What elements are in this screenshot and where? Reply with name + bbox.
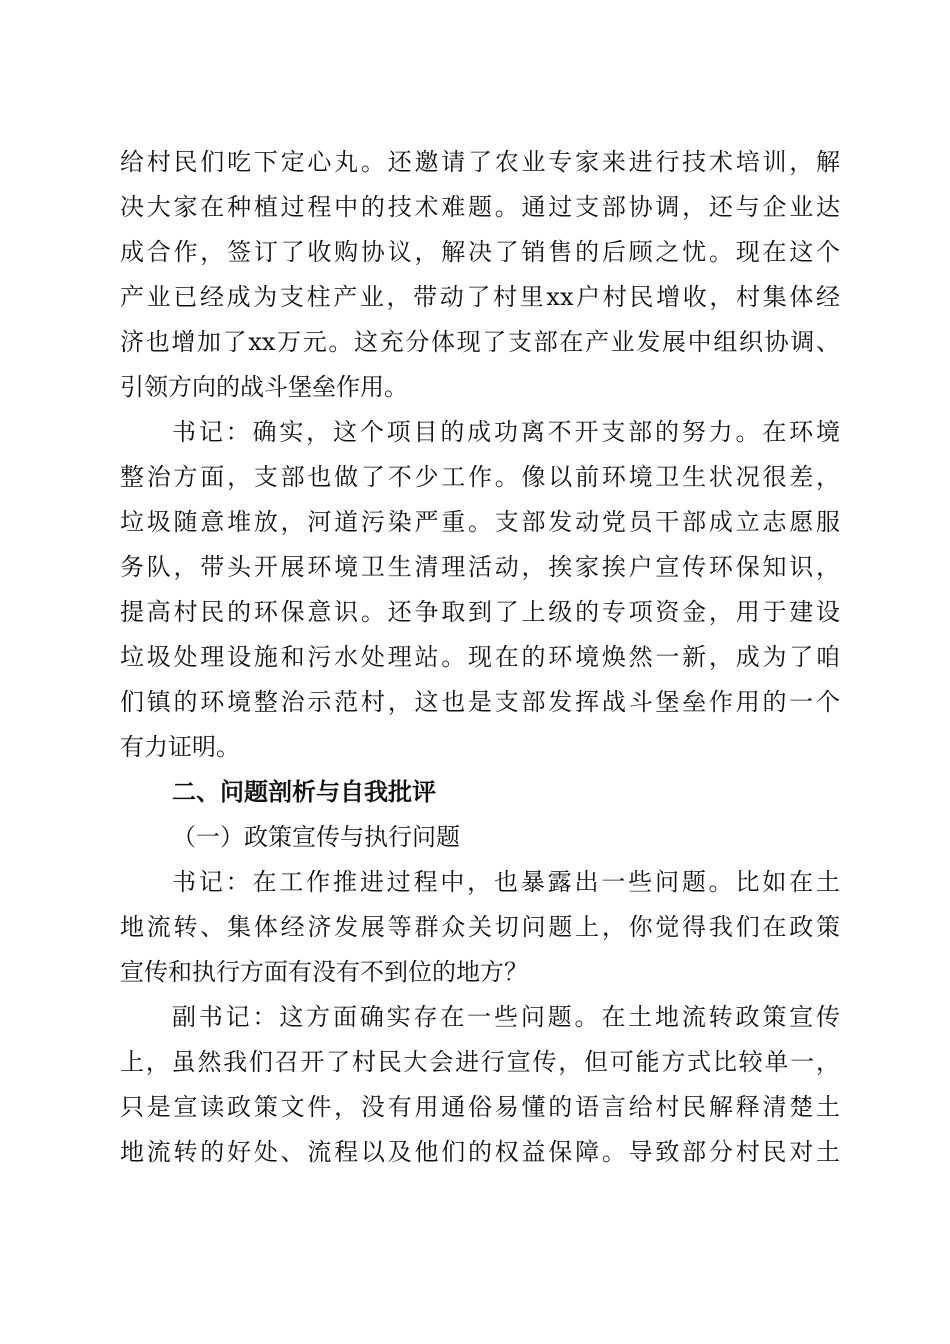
text-line: 书记：在工作推进过程中，也暴露出一些问题。比如在土: [172, 868, 840, 896]
paragraph-environment: [120, 410, 840, 770]
text-line: 们镇的环境整治示范村，这也是支部发挥战斗堡垒作用的一个: [120, 688, 840, 716]
text-line: 提高村民的环保意识。还争取到了上级的专项资金，用于建设: [120, 598, 840, 626]
section-heading: 二、问题剖析与自我批评: [172, 778, 436, 806]
text-line: 副书记：这方面确实存在一些问题。在土地流转政策宣传: [172, 1003, 840, 1031]
text-line: 务队，带头开展环境卫生清理活动，挨家挨户宣传环保知识，: [120, 553, 840, 581]
document-body: [120, 140, 840, 1175]
text-line: 引领方向的战斗堡垒作用。: [120, 373, 408, 401]
text-line: 产业已经成为支柱产业，带动了村里xx户村民增收，村集体经: [120, 283, 840, 311]
text-line: 有力证明。: [120, 733, 240, 761]
text-line: 垃圾随意堆放，河道污染严重。支部发动党员干部成立志愿服: [120, 508, 840, 536]
text-line: 整治方面，支部也做了不少工作。像以前环境卫生状况很差，: [120, 463, 840, 491]
paragraph-policy-answer: [120, 995, 840, 1175]
paragraph-policy-question: [120, 860, 840, 995]
paragraph-industry: [120, 140, 840, 410]
text-line: 地流转、集体经济发展等群众关切问题上，你觉得我们在政策: [120, 913, 840, 941]
text-line: 济也增加了xx万元。这充分体现了支部在产业发展中组织协调、: [120, 328, 840, 356]
text-line: 宣传和执行方面有没有不到位的地方？: [120, 958, 528, 986]
text-line: 只是宣读政策文件，没有用通俗易懂的语言给村民解释清楚土: [120, 1093, 840, 1121]
text-line: 书记：确实，这个项目的成功离不开支部的努力。在环境: [172, 418, 840, 446]
text-line: 地流转的好处、流程以及他们的权益保障。导致部分村民对土: [120, 1138, 840, 1166]
text-line: 给村民们吃下定心丸。还邀请了农业专家来进行技术培训，解: [120, 148, 840, 176]
subsection-heading: （一）政策宣传与执行问题: [172, 823, 460, 851]
text-line: 成合作，签订了收购协议，解决了销售的后顾之忧。现在这个: [120, 238, 840, 266]
text-line: 决大家在种植过程中的技术难题。通过支部协调，还与企业达: [120, 193, 840, 221]
text-line: 垃圾处理设施和污水处理站。现在的环境焕然一新，成为了咱: [120, 643, 840, 671]
text-line: 上，虽然我们召开了村民大会进行宣传，但可能方式比较单一，: [120, 1048, 840, 1076]
